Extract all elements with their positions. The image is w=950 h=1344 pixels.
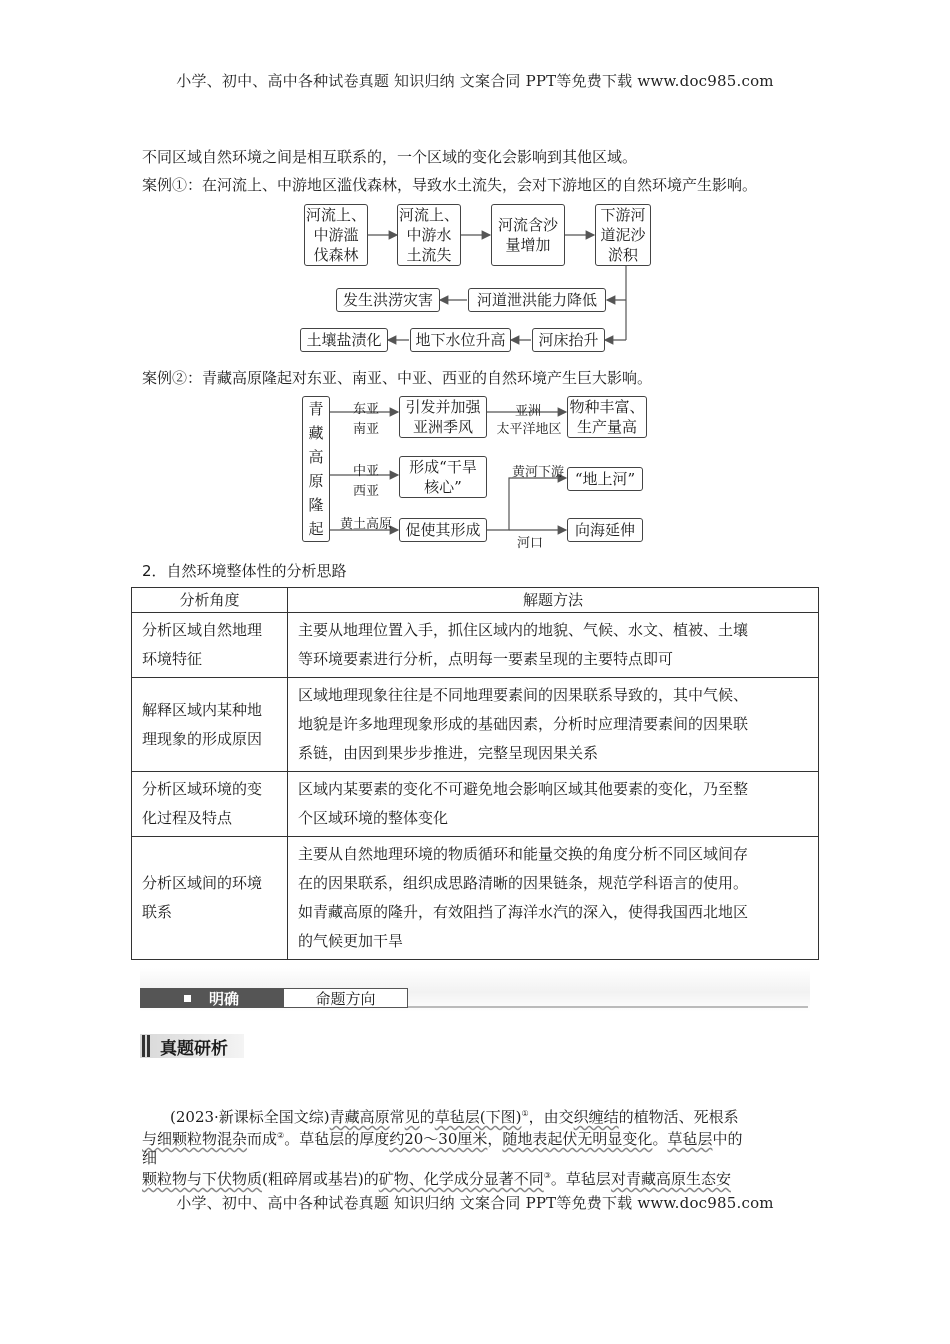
page-footer: 小学、初中、高中各种试卷真题 知识归纳 文案合同 PPT等免费下载 www.doc985.com: [176, 1194, 774, 1212]
box-extend-to-sea: 向海延伸: [567, 518, 643, 542]
label-central-asia: 中亚: [352, 464, 379, 479]
box-promote-formation: 促使其形成: [399, 518, 487, 542]
flow-box-salinization: 土壤盐渍化: [300, 328, 388, 352]
label-loess-plateau: 黄土高原: [339, 517, 392, 532]
table-cell-angle: 分析区域间的环境 联系: [132, 837, 288, 960]
case1-text: 案例①：在河流上、中游地区滥伐森林，导致水土流失，会对下游地区的自然环境产生影响。: [142, 176, 758, 194]
question-line-1: (2023·新课标全国文综)青藏高原常见的草毡层(下图)①，由交织缠结的植物活、死根系: [170, 1108, 739, 1126]
label-pacific: 太平洋地区: [496, 422, 562, 437]
banner-divider: [408, 1006, 808, 1008]
flow-box-groundwater-rise: 地下水位升高: [410, 328, 511, 352]
table-cell-method: 主要从自然地理环境的物质循环和能量交换的角度分析不同区域间存 在的因果联系，组织成思路清晰的因果链条，规范学科语言的使用。 如青藏高原的隆升，有效阻挡了海洋水汽的深入，使得我国西北地区 的气候更加干旱: [288, 837, 819, 960]
flow-box-erosion: 河流上、 中游水 土流失: [398, 206, 459, 264]
table-header-method: 解题方法: [288, 588, 819, 613]
label-west-asia: 西亚: [352, 484, 379, 499]
banner-secondary-tab: 命题方向: [283, 988, 408, 1008]
question-line-4: 颗粒物与下伏物质(粗碎屑或基岩)的矿物、化学成分显著不同③。草毡层对青藏高原生态安: [142, 1170, 731, 1188]
label-yellow-river-lower: 黄河下游: [511, 465, 564, 480]
table-cell-method: 主要从地理位置入手，抓住区域内的地貌、气候、水文、植被、土壤 等环境要素进行分析，点明每一要素呈现的主要特点即可: [288, 613, 819, 678]
table-cell-angle: 分析区域环境的变 化过程及特点: [132, 772, 288, 837]
label-east-asia: 东亚: [352, 402, 379, 417]
box-species-richness: 物种丰富、 生产量高: [567, 396, 647, 438]
flow-box-flood: 发生洪涝灾害: [336, 288, 440, 312]
flow-box-sediment-increase: 河流含沙 量增加: [491, 204, 565, 266]
box-monsoon: 引发并加强 亚洲季风: [399, 396, 487, 438]
table-row: [132, 678, 819, 772]
label-asia: 亚洲: [514, 404, 541, 419]
box-suspended-river: “地上河”: [567, 467, 643, 491]
table-header-angle: 分析角度: [132, 588, 288, 613]
intro-text: 不同区域自然环境之间是相互联系的，一个区域的变化会影响到其他区域。: [142, 148, 638, 166]
square-bullet-icon: [184, 995, 191, 1002]
analysis-table: [131, 587, 819, 960]
question-line-3: 细: [142, 1149, 158, 1167]
table-row: [132, 613, 819, 678]
case2-text: 案例②：青藏高原隆起对东亚、南亚、中亚、西亚的自然环境产生巨大影响。: [142, 369, 653, 387]
page-header: 小学、初中、高中各种试卷真题 知识归纳 文案合同 PPT等免费下载 www.doc985.com: [176, 72, 774, 90]
flow-box-capacity-decrease: 河道泄洪能力降低: [468, 288, 606, 312]
table-row: [132, 837, 819, 960]
plateau-uplift-box: 青 藏 高 原 隆 起: [302, 396, 330, 542]
table-header-row: [132, 588, 819, 613]
question-line-2: 与细颗粒物混杂而成②。草毡层的厚度约20～30厘米，随地表起伏无明显变化。草毡层中的: [142, 1130, 743, 1148]
flow-box-riverbed-rise: 河床抬升: [532, 328, 605, 352]
table-cell-angle: 解释区域内某种地 理现象的形成原因: [132, 678, 288, 772]
table-row: [132, 772, 819, 837]
subheading: 真题研析: [140, 1034, 244, 1058]
banner-primary-tab: 明确: [140, 988, 283, 1008]
box-drought-core: 形成“干旱 核心”: [399, 456, 487, 498]
label-estuary: 河口: [516, 536, 543, 551]
label-south-asia: 南亚: [352, 422, 379, 437]
table-cell-method: 区域地理现象往往是不同地理要素间的因果联系导致的，其中气候、 地貌是许多地理现象形成的基础因素，分析时应理清要素间的因果联 系链，由因到果步步推进，完整呈现因果关系: [288, 678, 819, 772]
section-title: 2．自然环境整体性的分析思路: [142, 562, 347, 580]
table-cell-method: 区域内某要素的变化不可避免地会影响区域其他要素的变化，乃至整 个区域环境的整体变化: [288, 772, 819, 837]
flow-box-deforestation: 河流上、 中游滥 伐森林: [305, 206, 366, 264]
flow-box-siltation: 下游河 道泥沙 淤积: [595, 204, 651, 266]
table-cell-angle: 分析区域自然地理 环境特征: [132, 613, 288, 678]
stripe-bars-icon: [142, 1035, 150, 1057]
section-banner: [140, 968, 810, 1012]
